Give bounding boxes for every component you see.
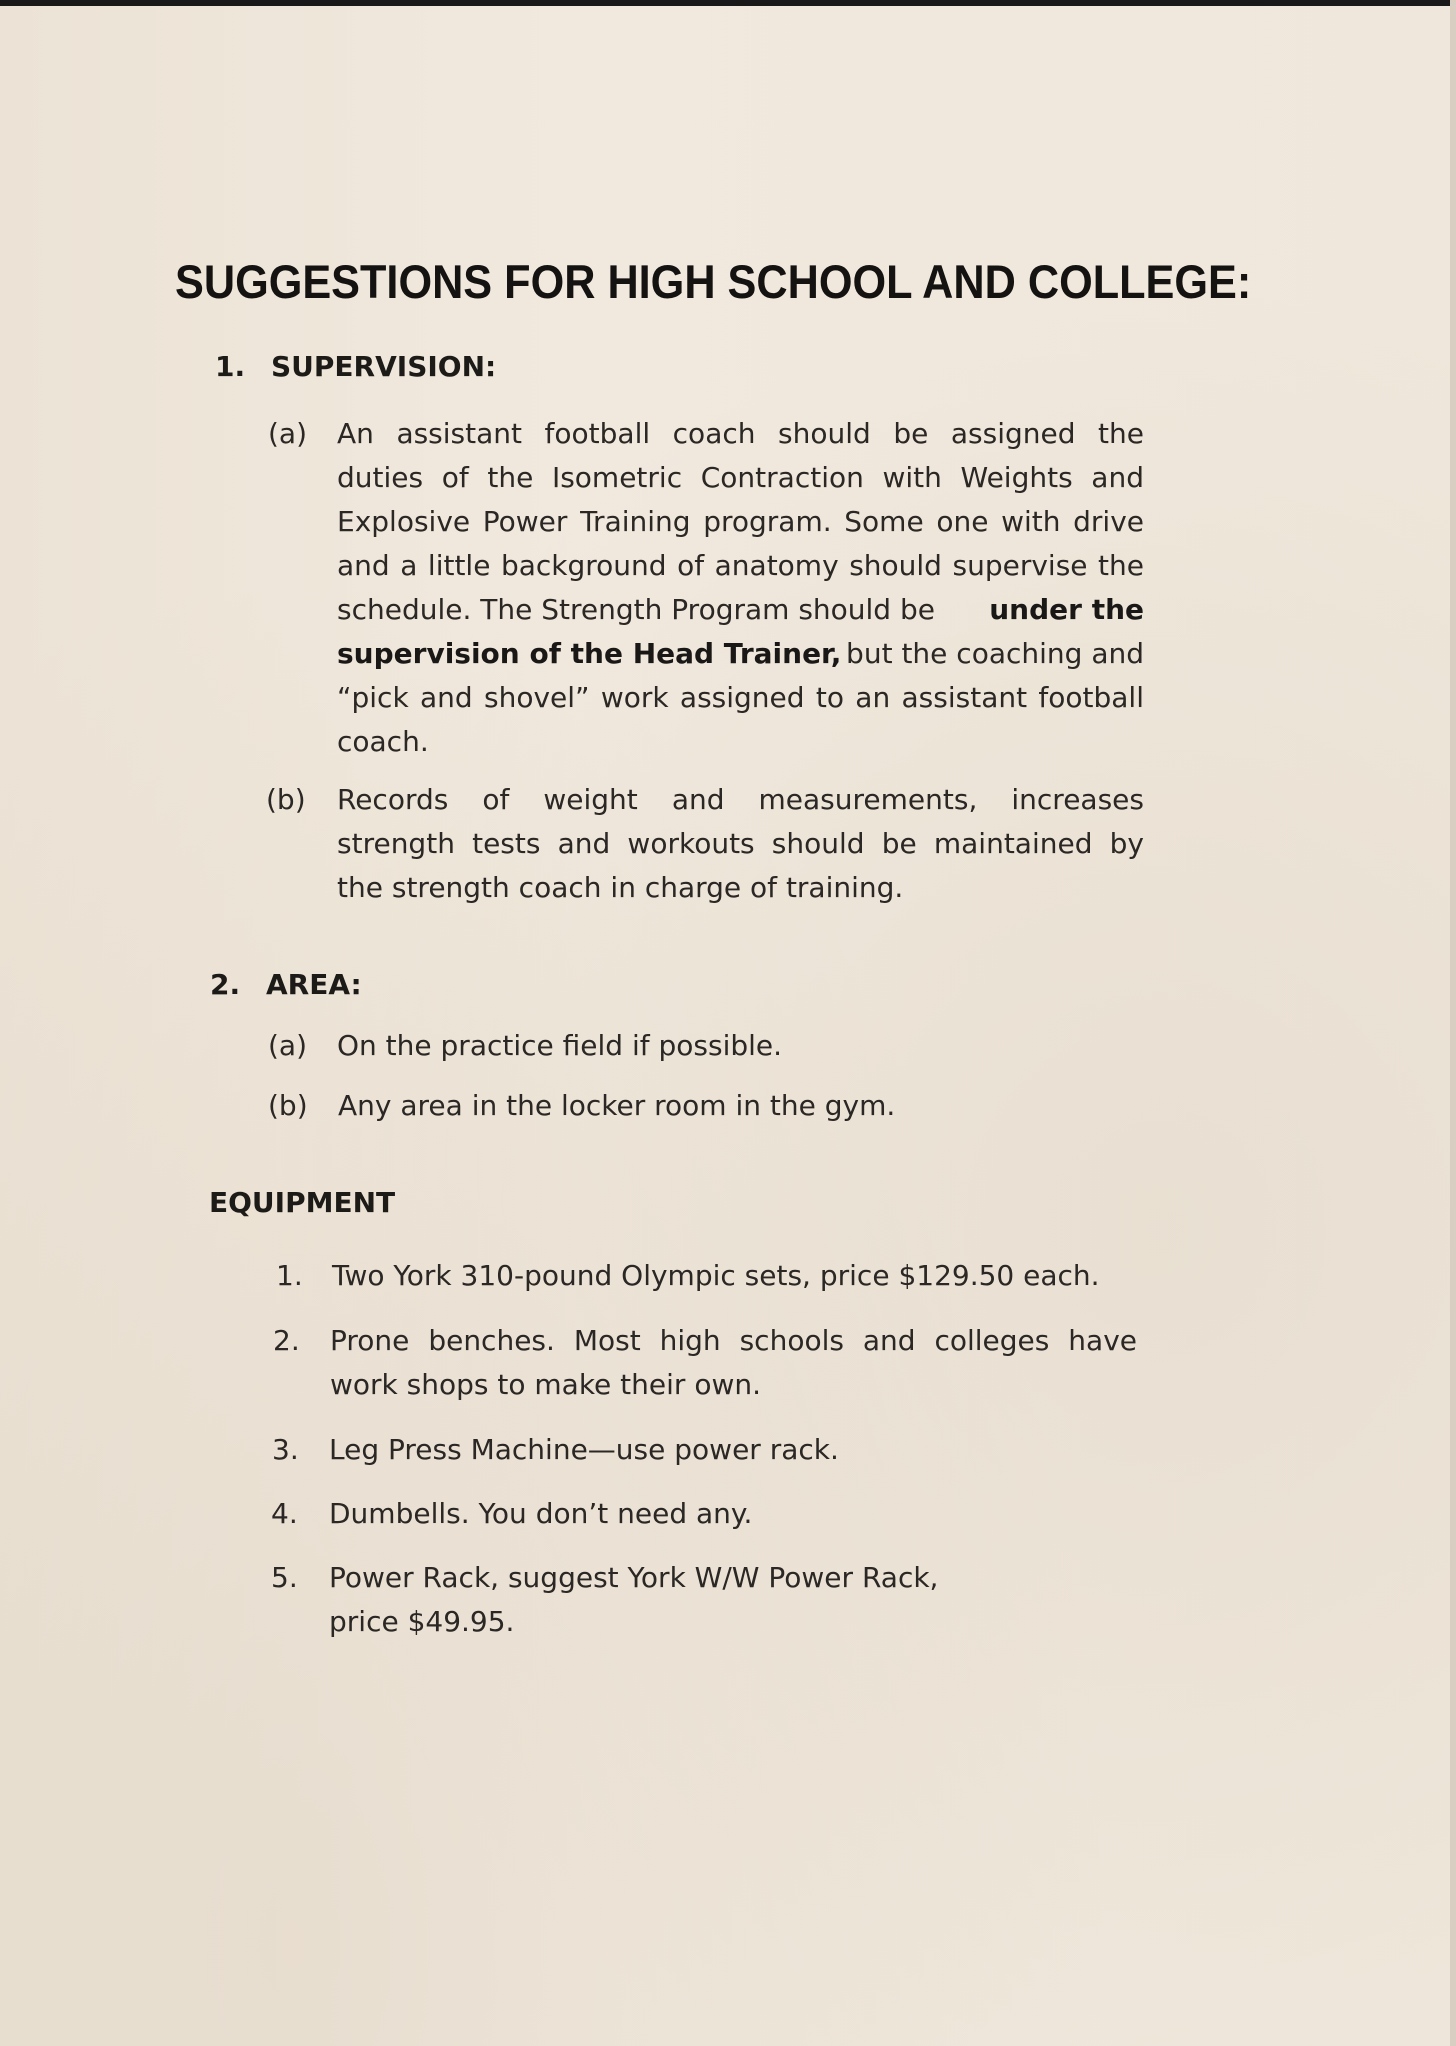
item-text: [329, 1492, 1136, 1536]
item-marker: 3.: [272, 1433, 299, 1466]
section-title: AREA:: [266, 968, 362, 1001]
document-page: [0, 6, 1450, 2046]
text-segment: schedule. The Strength Program should be: [337, 593, 935, 626]
item-text: [337, 412, 1144, 764]
text-line: duties of the Isometric Contraction with Weights and: [337, 461, 1144, 494]
text-line: coach.: [337, 725, 429, 758]
text-line: work shops to make their own.: [330, 1368, 761, 1401]
text-line: Dumbells. You don’t need any.: [329, 1497, 753, 1530]
section-title: SUPERVISION:: [271, 350, 497, 383]
section-title: EQUIPMENT: [209, 1186, 396, 1219]
text-line: On the practice field if possible.: [337, 1029, 783, 1062]
section-equipment-heading: [209, 1186, 395, 1219]
text-line: Records of weight and measurements, increases: [337, 783, 1144, 816]
item-text: [330, 1319, 1137, 1407]
page-edge: [1450, 0, 1456, 2046]
text-line: price $49.95.: [329, 1605, 515, 1638]
text-line: An assistant football coach should be assigned the: [337, 417, 1144, 450]
text-line: Any area in the locker room in the gym.: [338, 1089, 896, 1122]
section-number: 1.: [215, 350, 246, 383]
text-line: and a little background of anatomy should supervise the: [337, 549, 1144, 582]
section-number: 2.: [210, 968, 241, 1001]
item-marker: (a): [268, 417, 308, 450]
bold-text-segment: supervision of the Head Trainer,: [337, 637, 842, 670]
text-line: “pick and shovel” work assigned to an assistant football: [337, 681, 1144, 714]
item-marker: 1.: [276, 1259, 303, 1292]
text-line: [337, 588, 1144, 632]
item-text: [337, 1024, 1144, 1068]
item-marker: (b): [266, 783, 306, 816]
section-supervision-heading: [215, 350, 496, 383]
text-line: strength tests and workouts should be maintained by: [337, 827, 1144, 860]
text-line: Leg Press Machine—use power rack.: [329, 1433, 839, 1466]
bold-text-segment: under the: [989, 593, 1144, 626]
section-area-heading: [210, 968, 362, 1001]
text-segment: but the coaching and: [846, 637, 1144, 670]
item-text: [337, 778, 1144, 910]
text-line: Prone benches. Most high schools and colleges have: [330, 1324, 1137, 1357]
item-text: [332, 1254, 1192, 1298]
text-line: Power Rack, suggest York W/W Power Rack,: [329, 1561, 939, 1594]
page-title: SUGGESTIONS FOR HIGH SCHOOL AND COLLEGE:: [175, 255, 1252, 308]
item-marker: (b): [268, 1089, 308, 1122]
item-text: [338, 1084, 1145, 1128]
text-line: [337, 632, 1144, 676]
text-line: Two York 310-pound Olympic sets, price $129.50 each.: [332, 1259, 1100, 1292]
item-marker: 4.: [271, 1497, 298, 1530]
text-line: the strength coach in charge of training.: [337, 871, 904, 904]
item-text: [329, 1428, 1136, 1472]
item-marker: (a): [268, 1029, 308, 1062]
item-text: [329, 1556, 1136, 1644]
item-marker: 2.: [273, 1324, 300, 1357]
item-marker: 5.: [271, 1561, 298, 1594]
text-line: Explosive Power Training program. Some one with drive: [337, 505, 1144, 538]
